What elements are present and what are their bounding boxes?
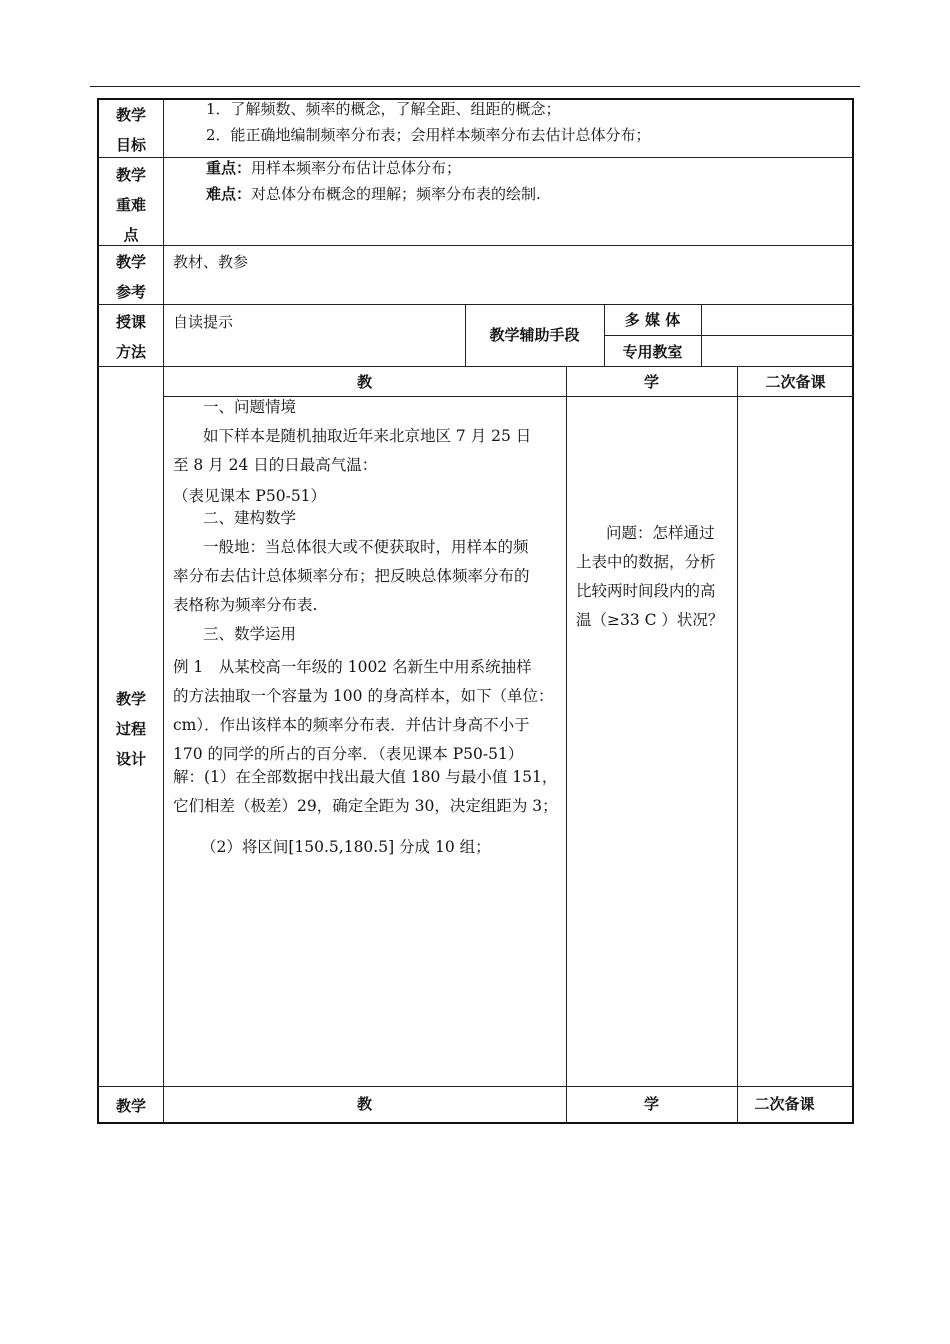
label-line: 参考 (115, 283, 146, 301)
aid-option-classroom: 专用教室 (622, 343, 683, 361)
section-heading: 三、数学运用 (203, 625, 297, 643)
text-line: 至 8 月 24 日的日最高气温： (173, 456, 378, 474)
label-line: 教学 (115, 106, 146, 124)
label-line: 教学 (115, 166, 146, 184)
label-line: 设计 (115, 750, 146, 768)
text-line: 它们相差（极差）29，确定全距为 30，决定组距为 3； (173, 797, 558, 815)
text-line: 温（≥33 C ）状况？ (576, 611, 724, 629)
learn-column-header: 学 (643, 1095, 659, 1113)
text-line: 例 1 从某校高一年级的 1002 名新生中用系统抽样 (173, 658, 532, 676)
text-line: 上表中的数据，分析 (576, 553, 716, 571)
key-point (206, 154, 461, 182)
text-line: 问题：怎样通过 (606, 524, 715, 542)
label-line: 教学 (115, 253, 146, 271)
key-point-label: 重点： (206, 159, 252, 177)
text-line: 比较两时间段内的高 (576, 582, 716, 600)
bottom-row-label: 教学 (115, 1097, 146, 1115)
row-divider (97, 1086, 854, 1087)
col-divider (163, 98, 164, 1124)
label-line: 点 (123, 226, 139, 244)
text-line: 如下样本是随机抽取近年来北京地区 7 月 25 日 (203, 427, 532, 445)
teach-content (173, 393, 563, 862)
teach-column-header: 教 (356, 1095, 372, 1113)
second-prep-column-header: 二次备课 (754, 1095, 815, 1113)
method-label (99, 307, 163, 367)
process-label (99, 684, 163, 774)
teaching-aid-label: 教学辅助手段 (489, 326, 580, 344)
aid-option-multimedia: 多 媒 体 (624, 311, 681, 329)
row-divider (604, 335, 854, 336)
learn-column-header: 学 (643, 373, 659, 391)
key-points-label (99, 160, 163, 250)
label-line: 过程 (115, 720, 146, 738)
col-divider (566, 366, 567, 1124)
label-line: 教学 (115, 690, 146, 708)
row-divider (97, 245, 854, 246)
learn-content (576, 519, 732, 635)
col-divider (701, 304, 702, 366)
difficult-point (206, 180, 541, 208)
second-prep-column-header: 二次备课 (765, 373, 826, 391)
label-line: 重难 (115, 196, 146, 214)
key-point-text: 用样本频率分布估计总体分布； (251, 159, 462, 177)
objectives-label (99, 100, 163, 160)
row-divider (97, 304, 854, 305)
text-line: （表见课本 P50-51） (173, 487, 327, 505)
text-line: cm）．作出该样本的频率分布表．并估计身高不小于 (173, 716, 530, 734)
text-line: （2）将区间[150.5,180.5] 分成 10 组； (201, 838, 491, 856)
text-line: 170 的同学的所占的百分率．（表见课本 P50-51） (173, 745, 524, 763)
reference-text: 教材、教参 (173, 253, 249, 271)
section-heading: 二、建构数学 (203, 509, 297, 527)
text-line: 解：(1）在全部数据中找出最大值 180 与最小值 151， (173, 768, 558, 786)
text-line: 一般地：当总体很大或不便获取时，用样本的频 (203, 538, 529, 556)
text-line: 的方法抽取一个容量为 100 的身高样本，如下（单位： (173, 687, 554, 705)
method-text: 自读提示 (173, 313, 234, 331)
header-rule (90, 86, 860, 87)
difficult-point-label: 难点： (206, 185, 252, 203)
teach-column-header: 教 (356, 373, 372, 391)
reference-label (99, 247, 163, 307)
label-line: 目标 (115, 136, 146, 154)
text-line: 表格称为频率分布表. (173, 596, 318, 614)
section-heading: 一、问题情境 (203, 398, 297, 416)
objective-1: 1．了解频数、频率的概念，了解全距、组距的概念； (206, 100, 561, 118)
label-line: 方法 (115, 343, 146, 361)
text-line: 率分布去估计总体频率分布；把反映总体频率分布的 (173, 567, 530, 585)
objective-2: 2．能正确地编制频率分布表；会用样本频率分布去估计总体分布； (206, 126, 651, 144)
difficult-point-text: 对总体分布概念的理解；频率分布表的绘制. (251, 185, 541, 203)
label-line: 授课 (115, 313, 146, 331)
col-divider (737, 366, 738, 1124)
